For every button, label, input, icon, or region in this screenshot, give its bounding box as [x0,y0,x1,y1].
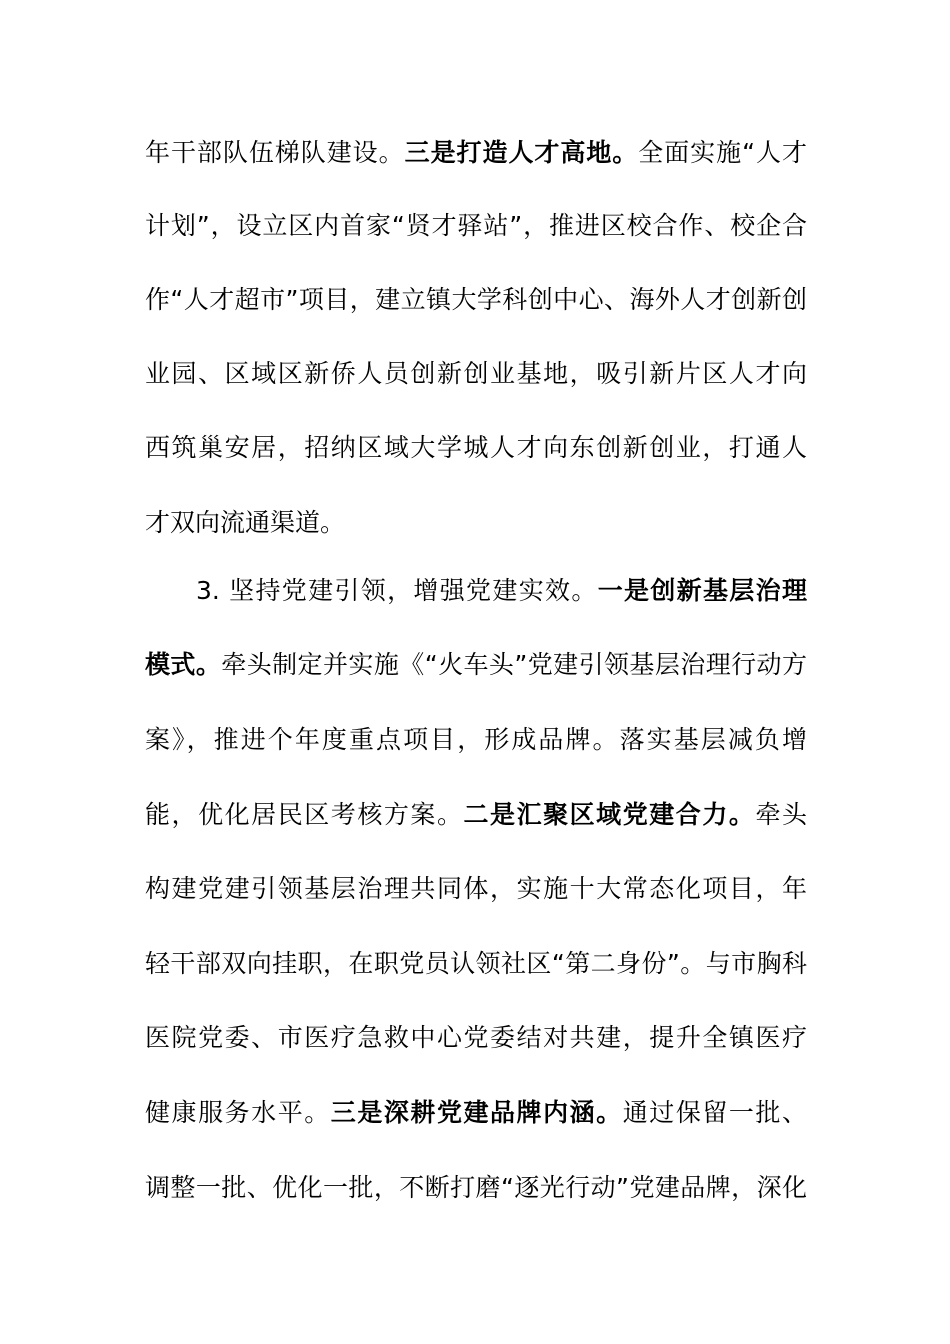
text-run: 年干部队伍梯队建设。 [145,138,405,167]
text-line [145,428,807,468]
text-line [145,1093,807,1133]
text-line-paragraph-end [145,503,807,543]
text-line [145,720,807,760]
text-run: 牵头制定并实施《“火车头”党建引领基层治理行动方 [221,650,807,679]
bold-text-run: 一是创新基层治理 [597,576,807,605]
text-line [145,133,807,173]
text-run: 3. 坚持党建引领，增强党建实效。 [196,576,598,605]
text-line [145,280,807,320]
text-run: 医院党委、市医疗急救中心党委结对共建，提升全镇医疗 [145,1023,807,1052]
text-run: 业园、区域区新侨人员创新创业基地，吸引新片区人才向 [145,359,807,388]
text-line [145,1018,807,1058]
text-line [145,1168,807,1208]
text-run: 案》，推进个年度重点项目，形成品牌。落实基层减负增 [145,725,807,754]
text-run: 西筑巢安居，招纳区域大学城人才向东创新创业，打通人 [145,433,807,462]
bold-text-run: 模式。 [145,650,222,679]
bold-text-run: 三是深耕党建品牌内涵。 [330,1098,623,1127]
text-line [145,206,807,246]
text-run: 作“人才超市”项目，建立镇大学科创中心、海外人才创新创 [145,285,807,314]
text-line [145,869,807,909]
text-line [145,795,807,835]
bold-text-run: 三是打造人才高地。 [404,138,639,167]
text-run: 全面实施“人才 [638,138,807,167]
text-run: 构建党建引领基层治理共同体，实施十大常态化项目，年 [145,874,807,903]
text-run: 才双向流通渠道。 [145,508,346,537]
text-line [145,354,807,394]
text-run: 通过保留一批、 [622,1098,807,1127]
bold-text-run: 二是汇聚区域党建合力。 [463,800,756,829]
text-run: 牵头 [755,800,807,829]
text-run: 健康服务水平。 [145,1098,331,1127]
text-line [145,645,807,685]
text-run: 计划”，设立区内首家“贤才驿站”，推进区校合作、校企合 [145,211,807,240]
text-line-paragraph-start [196,571,807,611]
text-line [145,944,807,984]
text-run: 能，优化居民区考核方案。 [145,800,464,829]
text-run: 调整一批、优化一批，不断打磨“逐光行动”党建品牌，深化 [145,1173,807,1202]
text-run: 轻干部双向挂职，在职党员认领社区“第二身份”。与市胸科 [145,949,807,978]
